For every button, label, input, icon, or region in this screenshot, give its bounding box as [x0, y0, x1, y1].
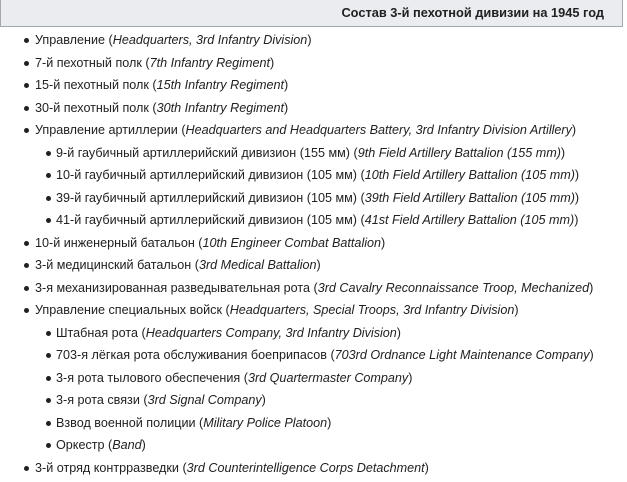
- bullet-icon: [24, 61, 29, 66]
- bullet-icon: [46, 331, 51, 336]
- item-en: 30th Infantry Regiment: [156, 100, 285, 115]
- item-en: 41st Field Artillery Battalion (105 mm): [364, 213, 575, 227]
- item-en: Headquarters and Headquarters Battery, 3rd Infantry Division Artillery: [185, 123, 572, 137]
- item-text: Штабная рота (Headquarters Company, 3rd Infantry Division): [56, 325, 401, 340]
- item-ru: Взвод военной полиции: [56, 415, 196, 430]
- item-en: 10th Engineer Combat Battalion: [202, 235, 382, 250]
- bullet-icon: [24, 38, 29, 43]
- list-item: [0, 29, 627, 52]
- item-text: 9-й гаубичный артиллерийский дивизион (155 мм) (9th Field Artillery Battalion (155 mm)): [56, 145, 566, 160]
- item-en: 7th Infantry Regiment: [149, 55, 270, 70]
- item-ru: 3-я механизированная разведывательная рота: [35, 280, 311, 295]
- list-item: [0, 52, 627, 75]
- bullet-icon: [46, 398, 51, 403]
- item-ru: Оркестр: [56, 438, 105, 452]
- item-en: Headquarters Company, 3rd Infantry Division: [145, 325, 397, 340]
- item-text: 3-я рота тылового обеспечения (3rd Quartermaster Company): [56, 370, 413, 385]
- item-ru: 3-й отряд контрразведки: [35, 460, 179, 475]
- list-item: [0, 389, 627, 412]
- item-en: 3rd Signal Company: [147, 393, 262, 407]
- list-item: [0, 457, 627, 480]
- bullet-icon: [46, 376, 51, 381]
- list-item: [0, 119, 627, 142]
- item-text: 3-я рота связи (3rd Signal Company): [56, 393, 266, 407]
- item-en: 3rd Cavalry Reconnaissance Troop, Mechanized: [317, 280, 590, 295]
- item-en: 9th Field Artillery Battalion (155 mm): [357, 145, 561, 160]
- item-en: 703rd Ordnance Light Maintenance Company: [334, 348, 590, 362]
- item-ru: 30-й пехотный полк: [35, 100, 149, 115]
- list-item: [0, 434, 627, 457]
- bullet-icon: [46, 196, 51, 201]
- bullet-icon: [24, 466, 29, 471]
- item-text: 703-я лёгкая рота обслуживания боеприпасов (703rd Ordnance Light Maintenance Company): [56, 348, 594, 362]
- item-ru: 3-я рота связи: [56, 393, 140, 407]
- item-ru: 10-й инженерный батальон: [35, 235, 195, 250]
- item-ru: Управление: [35, 33, 106, 47]
- bullet-icon: [46, 421, 51, 426]
- bullet-icon: [24, 241, 29, 246]
- page-title: Состав 3-й пехотной дивизии на 1945 год: [341, 5, 604, 20]
- bullet-icon: [24, 106, 29, 111]
- list-item: [0, 142, 627, 165]
- item-text: Оркестр (Band): [56, 438, 146, 452]
- list-item: [0, 74, 627, 97]
- list-item: [0, 232, 627, 255]
- bullet-icon: [24, 286, 29, 291]
- item-en: Band: [112, 438, 142, 452]
- item-ru: 3-й медицинский батальон: [35, 258, 192, 272]
- item-en: 10th Field Artillery Battalion (105 mm): [364, 168, 575, 182]
- item-text: Взвод военной полиции (Military Police Platoon): [56, 415, 332, 430]
- item-text: 39-й гаубичный артиллерийский дивизион (105 мм) (39th Field Artillery Battalion (105 mm)): [56, 190, 580, 205]
- item-text: 15-й пехотный полк (15th Infantry Regiment): [35, 78, 289, 92]
- list-item: [0, 187, 627, 210]
- bullet-icon: [46, 443, 51, 448]
- list-item: [0, 344, 627, 367]
- item-text: 3-й отряд контрразведки (3rd Counterintelligence Corps Detachment): [35, 460, 429, 475]
- item-en: 3rd Medical Battalion: [198, 258, 317, 272]
- item-text: 10-й гаубичный артиллерийский дивизион (105 мм) (10th Field Artillery Battalion (105 mm)): [56, 168, 580, 182]
- item-ru: 703-я лёгкая рота обслуживания боеприпасов: [56, 348, 327, 362]
- list-item: [0, 97, 627, 120]
- item-ru: Управление артиллерии: [35, 123, 178, 137]
- list-item: [0, 299, 627, 322]
- list-item: [0, 277, 627, 300]
- bullet-icon: [24, 263, 29, 268]
- item-ru: 3-я рота тылового обеспечения: [56, 370, 241, 385]
- item-en: Military Police Platoon: [203, 415, 328, 430]
- list-item: [0, 367, 627, 390]
- item-ru: 41-й гаубичный артиллерийский дивизион (105 мм): [56, 213, 357, 227]
- item-ru: 39-й гаубичный артиллерийский дивизион (105 мм): [56, 190, 357, 205]
- item-ru: Штабная рота: [56, 325, 139, 340]
- bullet-icon: [24, 128, 29, 133]
- bullet-icon: [46, 173, 51, 178]
- item-en: 39th Field Artillery Battalion (105 mm): [364, 190, 575, 205]
- bullet-icon: [46, 218, 51, 223]
- bullet-icon: [46, 151, 51, 156]
- item-text: Управление артиллерии (Headquarters and Headquarters Battery, 3rd Infantry Division Artillery): [35, 123, 577, 137]
- list-item: [0, 209, 627, 232]
- item-en: Headquarters, 3rd Infantry Division: [112, 33, 308, 47]
- bullet-icon: [24, 83, 29, 88]
- list-item: [0, 412, 627, 435]
- item-ru: 15-й пехотный полк: [35, 78, 149, 92]
- item-ru: 10-й гаубичный артиллерийский дивизион (105 мм): [56, 168, 357, 182]
- item-en: 3rd Counterintelligence Corps Detachment: [186, 460, 425, 475]
- item-text: 3-й медицинский батальон (3rd Medical Battalion): [35, 258, 321, 272]
- item-text: 41-й гаубичный артиллерийский дивизион (105 мм) (41st Field Artillery Battalion (105 mm)): [56, 213, 579, 227]
- item-text: 7-й пехотный полк (7th Infantry Regiment): [35, 55, 275, 70]
- item-en: Headquarters, Special Troops, 3rd Infantry Division: [229, 303, 515, 317]
- list-item: [0, 164, 627, 187]
- table-header: [0, 0, 623, 27]
- item-en: 3rd Quartermaster Company: [247, 370, 409, 385]
- item-text: 3-я механизированная разведывательная рота (3rd Cavalry Reconnaissance Troop, Mechanized): [35, 280, 594, 295]
- list-item: [0, 254, 627, 277]
- item-text: Управление специальных войск (Headquarters, Special Troops, 3rd Infantry Division): [35, 303, 519, 317]
- item-en: 15th Infantry Regiment: [156, 78, 285, 92]
- item-ru: 7-й пехотный полк: [35, 55, 142, 70]
- item-ru: 9-й гаубичный артиллерийский дивизион (155 мм): [56, 145, 350, 160]
- unit-list: [0, 29, 627, 479]
- item-ru: Управление специальных войск: [35, 303, 222, 317]
- bullet-icon: [46, 353, 51, 358]
- bullet-icon: [24, 308, 29, 313]
- item-text: 10-й инженерный батальон (10th Engineer Combat Battalion): [35, 235, 386, 250]
- item-text: 30-й пехотный полк (30th Infantry Regiment): [35, 100, 289, 115]
- list-item: [0, 322, 627, 345]
- item-text: Управление (Headquarters, 3rd Infantry Division): [35, 33, 312, 47]
